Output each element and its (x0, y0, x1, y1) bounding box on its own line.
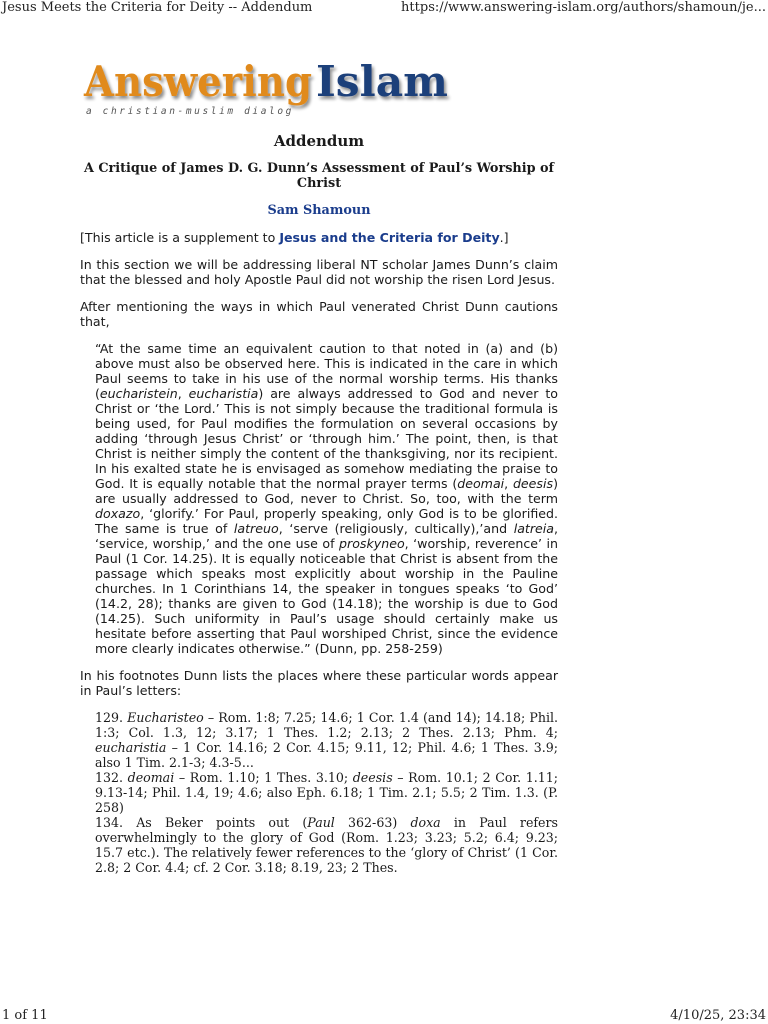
quote-text: , (504, 476, 513, 491)
footnote-text: in Paul refers overwhelmingly to the glory of God (Rom. 1.23; 3.23; 5.2; 6.4; 9.23; 15.7 etc.). The relatively fewer references to the ‘glory of Christ’ (1 Cor. 2.8; 2 Cor. 4.4; cf. 2 Cor. 3.18; 8.19, 23; 2 Thes. (95, 815, 558, 875)
footnote-text: 362-63) (334, 815, 411, 830)
logo-graphic (80, 56, 460, 120)
logo-word-islam: Islam (316, 57, 448, 106)
supplement-note (80, 230, 558, 245)
footnotes-intro: In his footnotes Dunn lists the places where these particular words appear in Paul’s letters: (80, 668, 558, 698)
quote-term: latreia (513, 521, 554, 536)
criteria-for-deity-link[interactable]: Jesus and the Criteria for Deity (279, 230, 500, 245)
quote-text: , ‘serve (religiously, cultically),’and (278, 521, 514, 536)
footnote-text: – 1 Cor. 14.16; 2 Cor. 4.15; 9.11, 12; Phil. 4.6; 1 Thes. 3.9; also 1 Tim. 2.1-3; 4.3-5... (95, 740, 558, 770)
footnote-item (95, 710, 558, 770)
logo-word-answering: Answering (83, 57, 312, 106)
footnote-text: – Rom. 1:8; 7.25; 14.6; 1 Cor. 1.4 (and 14); 14.18; Phil. 1:3; Col. 1.3, 12; 3.17; 1 Thes. 1.2; 2.13; 2 Thes. 2.13; Phm. 4; (95, 710, 558, 740)
quote-text: , ‘service, worship,’ and the one use of (95, 521, 559, 551)
quote-text: ) are usually addressed to God, never to Christ. So, too, with the term (95, 476, 558, 506)
supplement-note-suffix: .] (499, 230, 509, 245)
footnote-term: deomai (127, 770, 175, 785)
print-footer-datetime: 4/10/25, 23:34 (670, 1008, 766, 1023)
answering-islam-logo[interactable] (80, 56, 460, 120)
author-link[interactable]: Sam Shamoun (267, 203, 371, 218)
context-paragraph: After mentioning the ways in which Paul venerated Christ Dunn cautions that, (80, 299, 558, 329)
supplement-note-prefix: [This article is a supplement to (80, 230, 280, 245)
quote-text: ) are always addressed to God and never to Christ or ‘the Lord.’ This is not simply because the traditional formula is being used, for Paul modifies the formulation on several occasions by adding ‘through Jesus Christ’ or ‘through him.’ The point, then, is that Christ is neither simply the content of the thanksgiving, nor its recipient. In his exalted state he is envisaged as somehow mediating the praise to God. It is equally notable that the normal prayer terms ( (95, 386, 558, 491)
print-footer-page-count: 1 of 11 (2, 1008, 48, 1023)
quote-text: , ‘worship, reverence’ in Paul (1 Cor. 14.25). It is equally noticeable that Christ is absent from the passage which speaks most explicitly about worship in the Pauline churches. In 1 Corinthians 14, the speaker in tongues speaks ‘to God’ (14.2, 28); thanks are given to God (14.18); the worship is due to God (14.25). Such uniformity in Paul’s usage should certainly make us hesitate before asserting that Paul worshiped Christ, since the evidence more clearly indicates otherwise.” (Dunn, pp. 258-259) (95, 536, 559, 656)
quote-term: proskyneo (339, 536, 405, 551)
article-subtitle: A Critique of James D. G. Dunn’s Assessment of Paul’s Worship of Christ (83, 161, 555, 191)
quote-term: deomai (457, 476, 505, 491)
quote-term: doxazo (95, 506, 141, 521)
footnote-text: 129. (95, 710, 128, 725)
quote-text: “At the same time an equivalent caution to that noted in (a) and (b) above must also be observed here. This is indicated in the care in which Paul seems to take in his use of the normal worship terms. His thanks ( (95, 341, 558, 401)
footnote-term: eucharistia (95, 740, 167, 755)
footnote-text: 134. As Beker points out ( (95, 815, 308, 830)
quote-term: eucharistia (188, 386, 259, 401)
print-header-url: https://www.answering-islam.org/authors/shamoun/je... (401, 0, 766, 15)
intro-paragraph: In this section we will be addressing liberal NT scholar James Dunn’s claim that the blessed and holy Apostle Paul did not worship the risen Lord Jesus. (80, 257, 558, 287)
footnote-term: deesis (352, 770, 393, 785)
article-body (80, 134, 558, 887)
footnote-term: doxa (410, 815, 441, 830)
footnotes-list (95, 710, 558, 875)
footnote-text: – Rom. 10.1; 2 Cor. 1.11; 9.13-14; Phil. 1.4, 19; 4.6; also Eph. 6.18; 1 Tim. 2.1; 5.5; 2 Tim. 1.3. (P. 258) (95, 770, 558, 815)
footnote-term: Paul (307, 815, 335, 830)
quote-term: deesis (512, 476, 554, 491)
footnote-item (95, 770, 558, 815)
footnote-text: 132. (95, 770, 128, 785)
print-header-title: Jesus Meets the Criteria for Deity -- Addendum (2, 0, 313, 15)
footnote-term: Eucharisteo (127, 710, 204, 725)
footnote-text: – Rom. 1.10; 1 Thes. 3.10; (174, 770, 353, 785)
quote-term: eucharistein (99, 386, 178, 401)
footnote-item (95, 815, 558, 875)
quote-term: latreuo (233, 521, 279, 536)
logo-tagline: a christian-muslim dialog (86, 106, 294, 117)
quote-text: , (177, 386, 189, 401)
article-title: Addendum (273, 132, 365, 150)
dunn-quote (95, 341, 558, 656)
quote-text: , ‘glorify.’ For Paul, properly speaking, only God is to be glorified. The same is true of (95, 506, 558, 536)
